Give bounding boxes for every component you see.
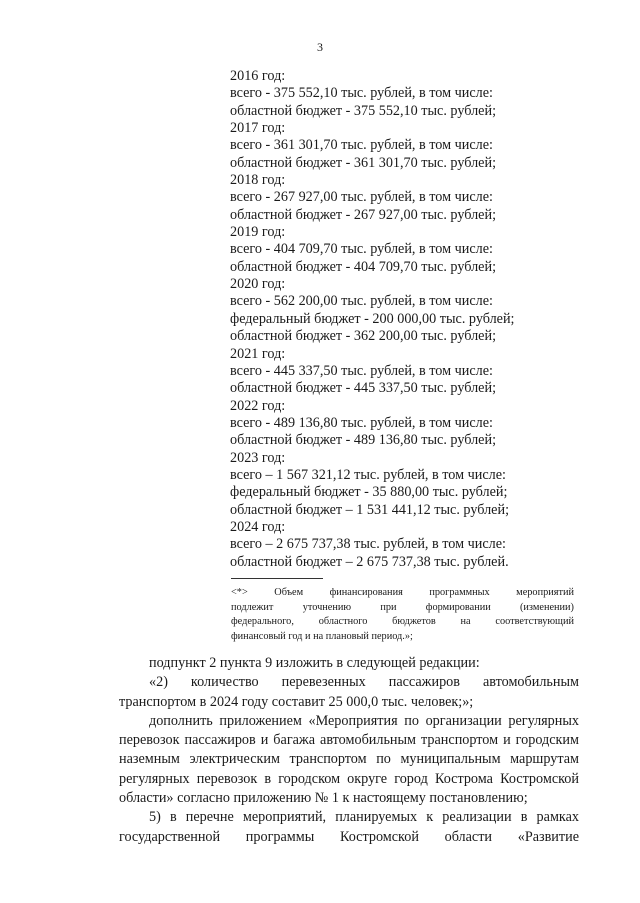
paragraph-line: регулярных перевозок в городском округе город Кострома Костромской <box>119 770 579 787</box>
funding-line: областной бюджет – 1 531 441,12 тыс. рублей; <box>230 501 510 518</box>
funding-line: 2018 год: <box>230 172 286 189</box>
funding-line: 2017 год: <box>230 120 286 137</box>
paragraph-line: транспортом в 2024 году составит 25 000,0 тыс. человек;»; <box>119 693 474 710</box>
footnote-separator <box>231 578 323 579</box>
amendment-text <box>119 654 579 847</box>
funding-line: областной бюджет - 445 337,50 тыс. рублей; <box>230 380 497 397</box>
funding-line: 2016 год: <box>230 68 286 84</box>
funding-line: всего - 489 136,80 тыс. рублей, в том числе: <box>230 414 493 431</box>
footnote-line: подлежит уточнению при формировании (изменении) <box>231 601 574 613</box>
funding-line: областной бюджет - 362 200,00 тыс. рублей; <box>230 328 497 345</box>
funding-line: областной бюджет - 361 301,70 тыс. рублей; <box>230 154 497 171</box>
funding-line: областной бюджет – 2 675 737,38 тыс. рублей. <box>230 553 509 570</box>
funding-line: 2022 год: <box>230 397 286 414</box>
funding-line: всего - 404 709,70 тыс. рублей, в том числе: <box>230 241 493 258</box>
paragraph-line: дополнить приложением «Мероприятия по организации регулярных <box>149 712 579 729</box>
funding-by-year-block <box>230 68 530 571</box>
funding-line: 2024 год: <box>230 518 286 535</box>
page-number: 3 <box>317 40 323 54</box>
funding-line: всего – 2 675 737,38 тыс. рублей, в том числе: <box>230 536 506 553</box>
funding-line: областной бюджет - 404 709,70 тыс. рублей; <box>230 258 497 275</box>
funding-line: 2019 год: <box>230 224 286 241</box>
funding-line: областной бюджет - 267 927,00 тыс. рублей; <box>230 206 497 223</box>
funding-line: федеральный бюджет - 35 880,00 тыс. рублей; <box>230 484 508 501</box>
paragraph-line: 5) в перечне мероприятий, планируемых к реализации в рамках <box>149 809 579 826</box>
paragraph-line: подпункт 2 пункта 9 изложить в следующей редакции: <box>149 655 480 671</box>
paragraph-line: «2) количество перевезенных пассажиров автомобильным <box>149 674 579 691</box>
paragraph-line: перевозок пассажиров и багажа автомобильным транспортом и городским <box>119 732 579 749</box>
funding-line: всего - 267 927,00 тыс. рублей, в том числе: <box>230 189 493 206</box>
funding-line: 2020 год: <box>230 276 286 293</box>
funding-line: всего - 562 200,00 тыс. рублей, в том числе: <box>230 293 493 310</box>
footnote-line: финансовый год и на плановый период.»; <box>231 630 413 642</box>
funding-line: областной бюджет - 375 552,10 тыс. рублей; <box>230 102 497 119</box>
footnote <box>231 586 574 644</box>
funding-line: всего – 1 567 321,12 тыс. рублей, в том числе: <box>230 466 506 483</box>
funding-line: федеральный бюджет - 200 000,00 тыс. рублей; <box>230 310 515 327</box>
funding-line: областной бюджет - 489 136,80 тыс. рублей; <box>230 432 497 449</box>
footnote-line: федерального, областного бюджетов на соответствующий <box>231 616 574 628</box>
funding-line: всего - 375 552,10 тыс. рублей, в том числе: <box>230 85 493 102</box>
funding-line: всего - 445 337,50 тыс. рублей, в том числе: <box>230 362 493 379</box>
footnote-line: <*> Объем финансирования программных мероприятий <box>231 587 574 598</box>
paragraph-line: наземным электрическим транспортом по муниципальным маршрутам <box>119 751 579 768</box>
funding-line: всего - 361 301,70 тыс. рублей, в том числе: <box>230 137 493 154</box>
paragraph-line: области» согласно приложению № 1 к настоящему постановлению; <box>119 790 528 807</box>
funding-line: 2023 год: <box>230 449 286 466</box>
paragraph-line: государственной программы Костромской области «Развитие <box>119 828 579 845</box>
funding-line: 2021 год: <box>230 345 286 362</box>
